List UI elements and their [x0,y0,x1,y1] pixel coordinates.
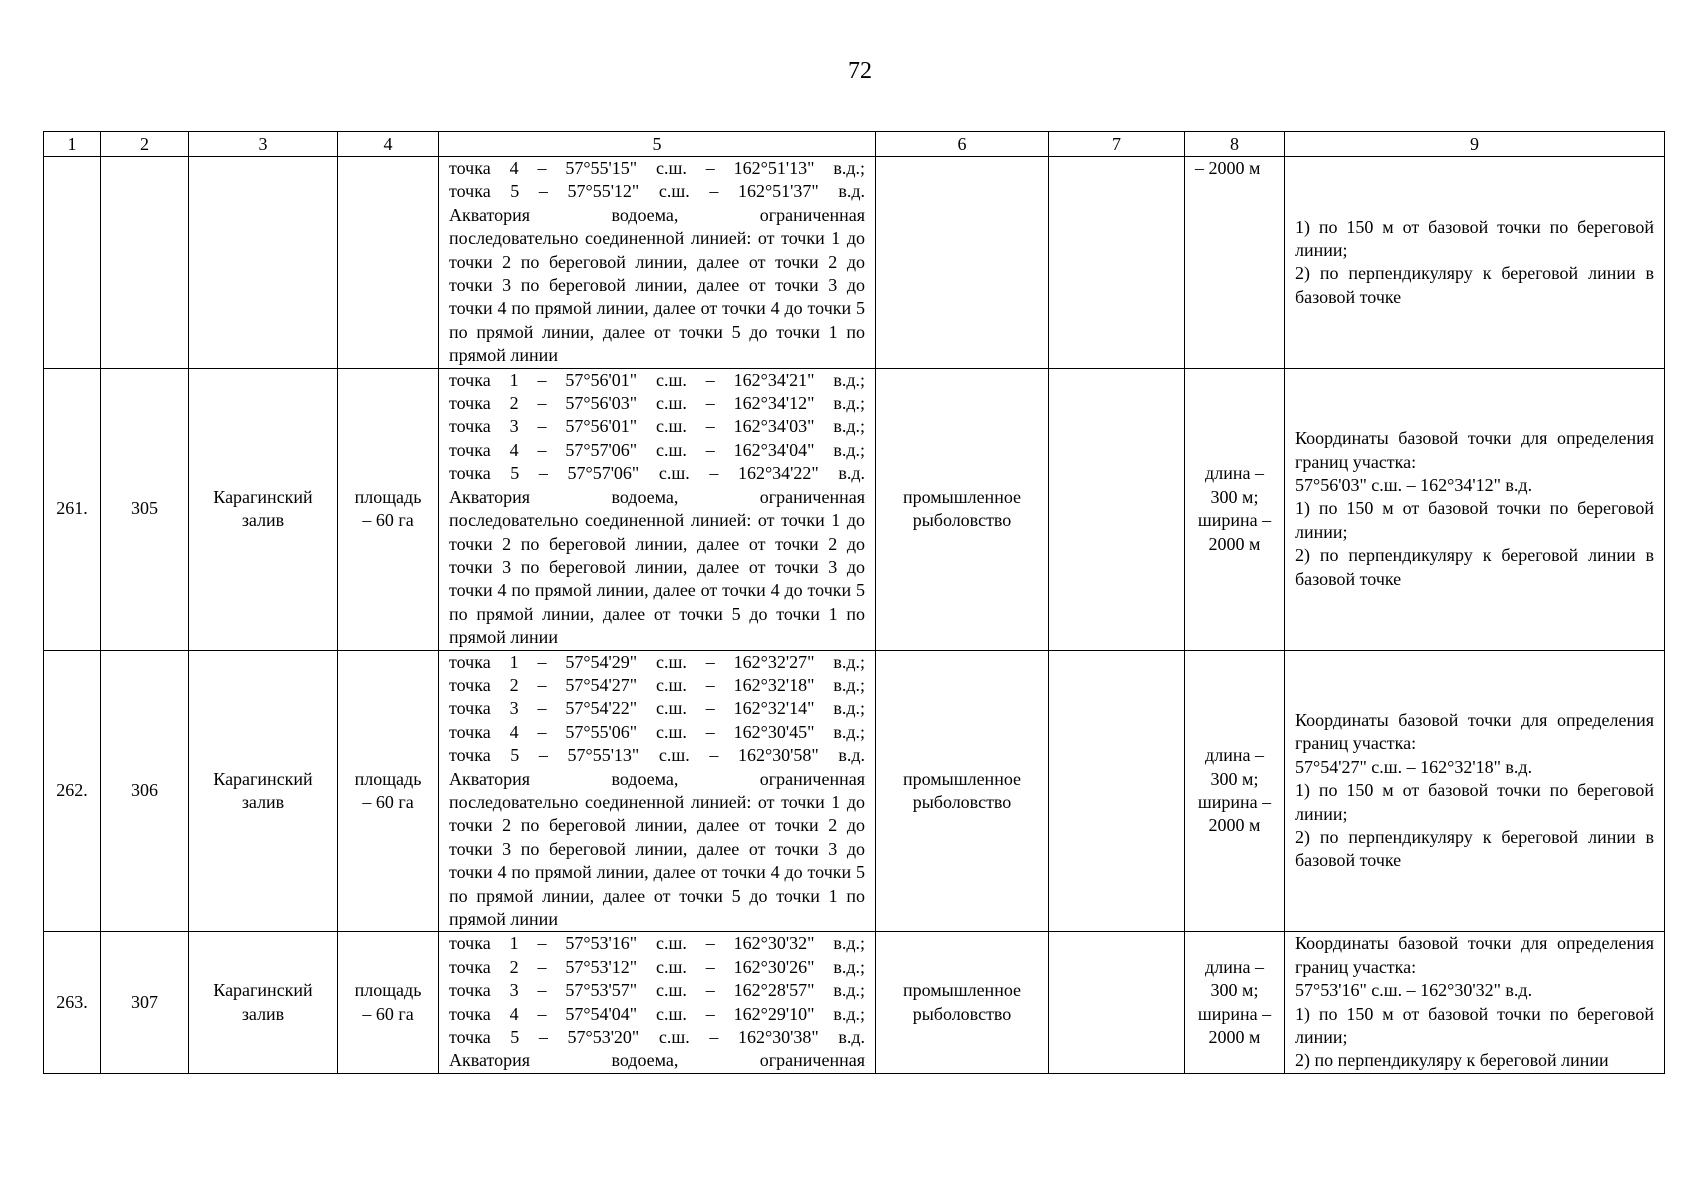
purpose-cell: промышленное рыболовство [876,932,1049,1073]
boundary-description: последовательно соединенной линией: от точки 1 до точки 2 по береговой линии, далее от точки 2 до точки 3 по береговой линии, далее от точки 3 до точки 4 по прямой линии, далее от точки 4 до точки 5 по прямой линии, далее от точки 5 до точки 1 по прямой линии [449,510,865,648]
dimensions-cell: – 2000 м [1185,157,1285,369]
area-code-cell: 306 [101,650,189,932]
column-7-cell [1049,368,1185,650]
column-header: 7 [1049,132,1185,157]
notes-cell [1285,157,1665,369]
coordinates-cell [439,368,876,650]
water-body-cell: Карагинский залив [189,932,338,1073]
column-header: 9 [1285,132,1665,157]
dimensions-cell: длина – 300 м; ширина – 2000 м [1185,932,1285,1073]
coordinate-line: точка 1 – 57°56'01" с.ш. – 162°34'21" в.д.; [449,369,865,390]
dimensions-cell: длина – 300 м; ширина – 2000 м [1185,368,1285,650]
area-code-cell: 305 [101,368,189,650]
column-header: 2 [101,132,189,157]
water-body-cell: Карагинский залив [189,650,338,932]
coordinates-cell [439,157,876,369]
table-row [44,368,1665,650]
coordinate-line: точка 5 – 57°55'12" с.ш. – 162°51'37" в.д. [449,181,865,202]
coordinate-line: точка 1 – 57°53'16" с.ш. – 162°30'32" в.д.; [449,933,865,954]
area-size-cell [338,157,439,369]
water-body-cell [189,157,338,369]
column-header: 3 [189,132,338,157]
table-body [44,157,1665,1074]
boundary-description: последовательно соединенной линией: от точки 1 до точки 2 по береговой линии, далее от точки 2 до точки 3 по береговой линии, далее от точки 3 до точки 4 по прямой линии, далее от точки 4 до точки 5 по прямой линии, далее от точки 5 до точки 1 по прямой линии [449,228,865,366]
purpose-cell: промышленное рыболовство [876,650,1049,932]
table-row [44,650,1665,932]
purpose-cell [876,157,1049,369]
notes-text: Координаты базовой точки для определения границ участка: 57°56'03" с.ш. – 162°34'12" в.д. 1) по 150 м от базовой точки по береговой линии; 2) по перпендикуляру к береговой линии в базовой точке [1295,428,1654,589]
coordinate-line: точка 3 – 57°56'01" с.ш. – 162°34'03" в.д.; [449,416,865,437]
coordinate-line: Акватория водоема, ограниченная [449,204,865,225]
coordinate-line: точка 1 – 57°54'29" с.ш. – 162°32'27" в.д.; [449,651,865,672]
column-header: 5 [439,132,876,157]
coordinate-line: точка 5 – 57°55'13" с.ш. – 162°30'58" в.д. [449,745,865,766]
notes-text: Координаты базовой точки для определения границ участка: 57°53'16" с.ш. – 162°30'32" в.д. 1) по 150 м от базовой точки по береговой линии; 2) по перпендикуляру к береговой линии [1295,933,1654,1071]
coordinate-line: точка 4 – 57°54'04" с.ш. – 162°29'10" в.д.; [449,1003,865,1024]
coordinate-line: точка 2 – 57°54'27" с.ш. – 162°32'18" в.д.; [449,674,865,695]
column-7-cell [1049,157,1185,369]
notes-cell [1285,650,1665,932]
row-number-cell [44,157,101,369]
coordinate-line: точка 5 – 57°53'20" с.ш. – 162°30'38" в.д. [449,1027,865,1048]
coordinates-cell [439,932,876,1073]
coordinate-line: точка 2 – 57°56'03" с.ш. – 162°34'12" в.д.; [449,393,865,414]
fishing-areas-table [43,131,1665,1074]
coordinate-line: точка 3 – 57°54'22" с.ш. – 162°32'14" в.д.; [449,698,865,719]
area-size-cell: площадь – 60 га [338,650,439,932]
column-7-cell [1049,650,1185,932]
coordinate-line: точка 5 – 57°57'06" с.ш. – 162°34'22" в.д. [449,463,865,484]
dimensions-cell: длина – 300 м; ширина – 2000 м [1185,650,1285,932]
area-size-cell: площадь – 60 га [338,932,439,1073]
notes-text: Координаты базовой точки для определения границ участка: 57°54'27" с.ш. – 162°32'18" в.д. 1) по 150 м от базовой точки по береговой линии; 2) по перпендикуляру к береговой линии в базовой точке [1295,710,1654,871]
coordinates-cell [439,650,876,932]
row-number-cell: 261. [44,368,101,650]
table-row [44,157,1665,369]
column-7-cell [1049,932,1185,1073]
column-header: 8 [1185,132,1285,157]
coordinate-line: точка 4 – 57°55'06" с.ш. – 162°30'45" в.д.; [449,721,865,742]
water-body-cell: Карагинский залив [189,368,338,650]
notes-cell [1285,368,1665,650]
coordinate-line: Акватория водоема, ограниченная [449,768,865,789]
coordinate-line: Акватория водоема, ограниченная [449,1050,865,1071]
boundary-description: последовательно соединенной линией: от точки 1 до точки 2 по береговой линии, далее от точки 2 до точки 3 по береговой линии, далее от точки 3 до точки 4 по прямой линии, далее от точки 4 до точки 5 по прямой линии, далее от точки 5 до точки 1 по прямой линии [449,791,865,929]
row-number-cell: 262. [44,650,101,932]
column-header: 1 [44,132,101,157]
coordinate-line: Акватория водоема, ограниченная [449,486,865,507]
notes-cell [1285,932,1665,1073]
column-header: 6 [876,132,1049,157]
coordinate-line: точка 3 – 57°53'57" с.ш. – 162°28'57" в.д.; [449,980,865,1001]
table-row [44,932,1665,1073]
column-header: 4 [338,132,439,157]
area-size-cell: площадь – 60 га [338,368,439,650]
purpose-cell: промышленное рыболовство [876,368,1049,650]
area-code-cell [101,157,189,369]
coordinate-line: точка 4 – 57°55'15" с.ш. – 162°51'13" в.д.; [449,158,865,178]
page-number: 72 [848,58,872,84]
area-code-cell: 307 [101,932,189,1073]
coordinate-line: точка 4 – 57°57'06" с.ш. – 162°34'04" в.д.; [449,439,865,460]
header-row [44,132,1665,157]
notes-text: 1) по 150 м от базовой точки по береговой линии; 2) по перпендикуляру к береговой линии в базовой точке [1295,216,1654,307]
row-number-cell: 263. [44,932,101,1073]
coordinate-line: точка 2 – 57°53'12" с.ш. – 162°30'26" в.д.; [449,956,865,977]
